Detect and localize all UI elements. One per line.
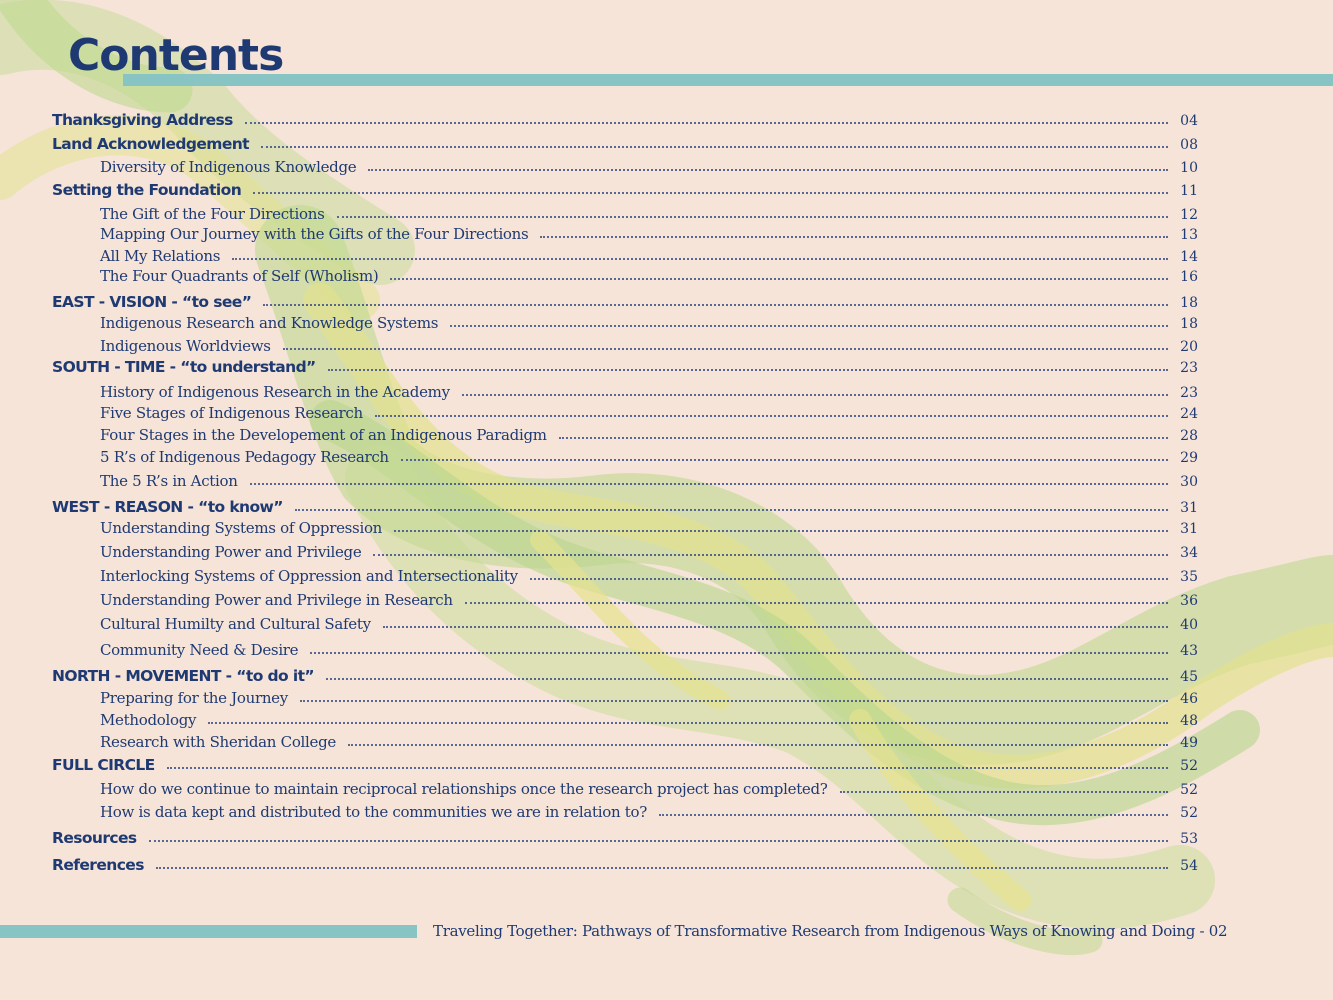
toc-section-entry[interactable] xyxy=(52,494,1198,516)
toc-page-number: 28 xyxy=(1180,428,1198,444)
toc-subsection-entry[interactable] xyxy=(100,379,1198,401)
dot-leader xyxy=(253,190,1168,194)
toc-page-number: 45 xyxy=(1180,669,1198,685)
dot-leader xyxy=(348,742,1168,746)
dot-leader xyxy=(295,507,1168,511)
toc-entry-label: Understanding Systems of Oppression xyxy=(100,519,383,537)
toc-subsection-entry[interactable] xyxy=(100,400,1198,422)
dot-leader xyxy=(283,346,1168,350)
dot-leader xyxy=(840,789,1168,793)
toc-entry-label: References xyxy=(52,856,144,874)
toc-page-number: 52 xyxy=(1180,758,1198,774)
dot-leader xyxy=(390,276,1168,280)
toc-page-number: 49 xyxy=(1180,735,1198,751)
toc-page-number: 14 xyxy=(1180,249,1198,265)
toc-page-number: 04 xyxy=(1180,113,1198,129)
toc-section-entry[interactable] xyxy=(52,825,1198,847)
toc-section-entry[interactable] xyxy=(52,852,1198,874)
toc-subsection-entry[interactable] xyxy=(100,539,1198,561)
toc-subsection-entry[interactable] xyxy=(100,310,1198,332)
dot-leader xyxy=(401,457,1168,461)
toc-section-entry[interactable] xyxy=(52,289,1198,311)
toc-page-number: 23 xyxy=(1180,385,1198,401)
toc-entry-label: Diversity of Indigenous Knowledge xyxy=(100,158,357,176)
toc-page-number: 31 xyxy=(1180,521,1198,537)
toc-subsection-entry[interactable] xyxy=(100,221,1198,243)
toc-entry-label: NORTH - MOVEMENT - “to do it” xyxy=(52,667,315,685)
toc-entry-label: Setting the Foundation xyxy=(52,181,242,199)
toc-subsection-entry[interactable] xyxy=(100,729,1198,751)
toc-page-number: 18 xyxy=(1180,295,1198,311)
dot-leader xyxy=(263,302,1168,306)
toc-page-number: 10 xyxy=(1180,160,1198,176)
toc-subsection-entry[interactable] xyxy=(100,637,1198,659)
toc-page-number: 24 xyxy=(1180,406,1198,422)
toc-entry-label: Understanding Power and Privilege xyxy=(100,543,362,561)
toc-entry-label: How is data kept and distributed to the communities we are in relation to? xyxy=(100,803,648,821)
toc-subsection-entry[interactable] xyxy=(100,563,1198,585)
dot-leader xyxy=(326,676,1168,680)
toc-entry-label: Community Need & Desire xyxy=(100,641,299,659)
dot-leader xyxy=(375,413,1168,417)
dot-leader xyxy=(261,144,1168,148)
toc-subsection-entry[interactable] xyxy=(100,468,1198,490)
toc-section-entry[interactable] xyxy=(52,131,1198,153)
dot-leader xyxy=(540,234,1168,238)
footer-text: Traveling Together: Pathways of Transformative Research from Indigenous Ways of Knowing and Doing - 02 xyxy=(433,922,1228,940)
toc-page-number: 48 xyxy=(1180,713,1198,729)
dot-leader xyxy=(250,481,1168,485)
toc-entry-label: Research with Sheridan College xyxy=(100,733,336,751)
toc-subsection-entry[interactable] xyxy=(100,333,1198,355)
toc-entry-label: Thanksgiving Address xyxy=(52,111,233,129)
toc-subsection-entry[interactable] xyxy=(100,776,1198,798)
toc-subsection-entry[interactable] xyxy=(100,201,1198,223)
dot-leader xyxy=(156,865,1168,869)
toc-subsection-entry[interactable] xyxy=(100,587,1198,609)
dot-leader xyxy=(530,576,1168,580)
toc-page-number: 43 xyxy=(1180,643,1198,659)
toc-entry-label: Interlocking Systems of Oppression and Intersectionality xyxy=(100,567,518,585)
dot-leader xyxy=(559,435,1168,439)
toc-page-number: 36 xyxy=(1180,593,1198,609)
toc-page-number: 35 xyxy=(1180,569,1198,585)
dot-leader xyxy=(373,552,1168,556)
toc-page-number: 18 xyxy=(1180,316,1198,332)
dot-leader xyxy=(149,838,1168,842)
toc-entry-label: SOUTH - TIME - “to understand” xyxy=(52,358,316,376)
toc-subsection-entry[interactable] xyxy=(100,263,1198,285)
toc-entry-label: Four Stages in the Developement of an Indigenous Paradigm xyxy=(100,426,547,444)
toc-page-number: 13 xyxy=(1180,227,1198,243)
toc-page-number: 34 xyxy=(1180,545,1198,561)
dot-leader xyxy=(232,256,1168,260)
toc-subsection-entry[interactable] xyxy=(100,707,1198,729)
toc-page-number: 11 xyxy=(1180,183,1198,199)
dot-leader xyxy=(394,528,1168,532)
toc-entry-label: Preparing for the Journey xyxy=(100,689,288,707)
toc-entry-label: EAST - VISION - “to see” xyxy=(52,293,252,311)
dot-leader xyxy=(465,600,1168,604)
toc-page-number: 54 xyxy=(1180,858,1198,874)
dot-leader xyxy=(328,367,1168,371)
dot-leader xyxy=(300,698,1168,702)
toc-section-entry[interactable] xyxy=(52,107,1198,129)
toc-page-number: 52 xyxy=(1180,805,1198,821)
toc-entry-label: History of Indigenous Research in the Academy xyxy=(100,383,450,401)
toc-entry-label: Indigenous Worldviews xyxy=(100,337,271,355)
page-title: Contents xyxy=(68,30,284,81)
toc-section-entry[interactable] xyxy=(52,354,1198,376)
toc-entry-label: How do we continue to maintain reciprocal relationships once the research project has completed? xyxy=(100,780,828,798)
toc-entry-label: The Gift of the Four Directions xyxy=(100,205,325,223)
toc-entry-label: Mapping Our Journey with the Gifts of the Four Directions xyxy=(100,225,529,243)
toc-entry-label: All My Relations xyxy=(100,247,221,265)
dot-leader xyxy=(659,812,1168,816)
toc-page-number: 29 xyxy=(1180,450,1198,466)
dot-leader xyxy=(245,120,1168,124)
toc-subsection-entry[interactable] xyxy=(100,515,1198,537)
toc-subsection-entry[interactable] xyxy=(100,422,1198,444)
toc-subsection-entry[interactable] xyxy=(100,243,1198,265)
toc-section-entry[interactable] xyxy=(52,663,1198,685)
toc-entry-label: Land Acknowledgement xyxy=(52,135,249,153)
toc-subsection-entry[interactable] xyxy=(100,799,1198,821)
toc-section-entry[interactable] xyxy=(52,752,1198,774)
toc-entry-label: Indigenous Research and Knowledge Systems xyxy=(100,314,439,332)
dot-leader xyxy=(208,720,1168,724)
toc-page-number: 53 xyxy=(1180,831,1198,847)
toc-page-number: 40 xyxy=(1180,617,1198,633)
toc-entry-label: 5 R’s of Indigenous Pedagogy Research xyxy=(100,448,389,466)
toc-page-number: 46 xyxy=(1180,691,1198,707)
toc-subsection-entry[interactable] xyxy=(100,444,1198,466)
toc-entry-label: Five Stages of Indigenous Research xyxy=(100,404,363,422)
toc-subsection-entry[interactable] xyxy=(100,154,1198,176)
toc-entry-label: WEST - REASON - “to know” xyxy=(52,498,283,516)
dot-leader xyxy=(383,624,1168,628)
toc-entry-label: Methodology xyxy=(100,711,197,729)
toc-page-number: 23 xyxy=(1180,360,1198,376)
dot-leader xyxy=(368,167,1168,171)
dot-leader xyxy=(462,392,1168,396)
toc-page-number: 30 xyxy=(1180,474,1198,490)
dot-leader xyxy=(167,765,1168,769)
toc-page-number: 16 xyxy=(1180,269,1198,285)
toc-entry-label: The Four Quadrants of Self (Wholism) xyxy=(100,267,379,285)
toc-entry-label: FULL CIRCLE xyxy=(52,756,155,774)
toc-subsection-entry[interactable] xyxy=(100,685,1198,707)
toc-entry-label: Cultural Humilty and Cultural Safety xyxy=(100,615,371,633)
toc-section-entry[interactable] xyxy=(52,177,1198,199)
toc-page-number: 20 xyxy=(1180,339,1198,355)
toc-page-number: 08 xyxy=(1180,137,1198,153)
dot-leader xyxy=(337,214,1168,218)
toc-subsection-entry[interactable] xyxy=(100,611,1198,633)
toc-entry-label: The 5 R’s in Action xyxy=(100,472,238,490)
dot-leader xyxy=(450,323,1168,327)
toc-entry-label: Understanding Power and Privilege in Research xyxy=(100,591,453,609)
toc-entry-label: Resources xyxy=(52,829,137,847)
toc-page-number: 12 xyxy=(1180,207,1198,223)
dot-leader xyxy=(310,650,1168,654)
toc-page-number: 31 xyxy=(1180,500,1198,516)
toc-page-number: 52 xyxy=(1180,782,1198,798)
